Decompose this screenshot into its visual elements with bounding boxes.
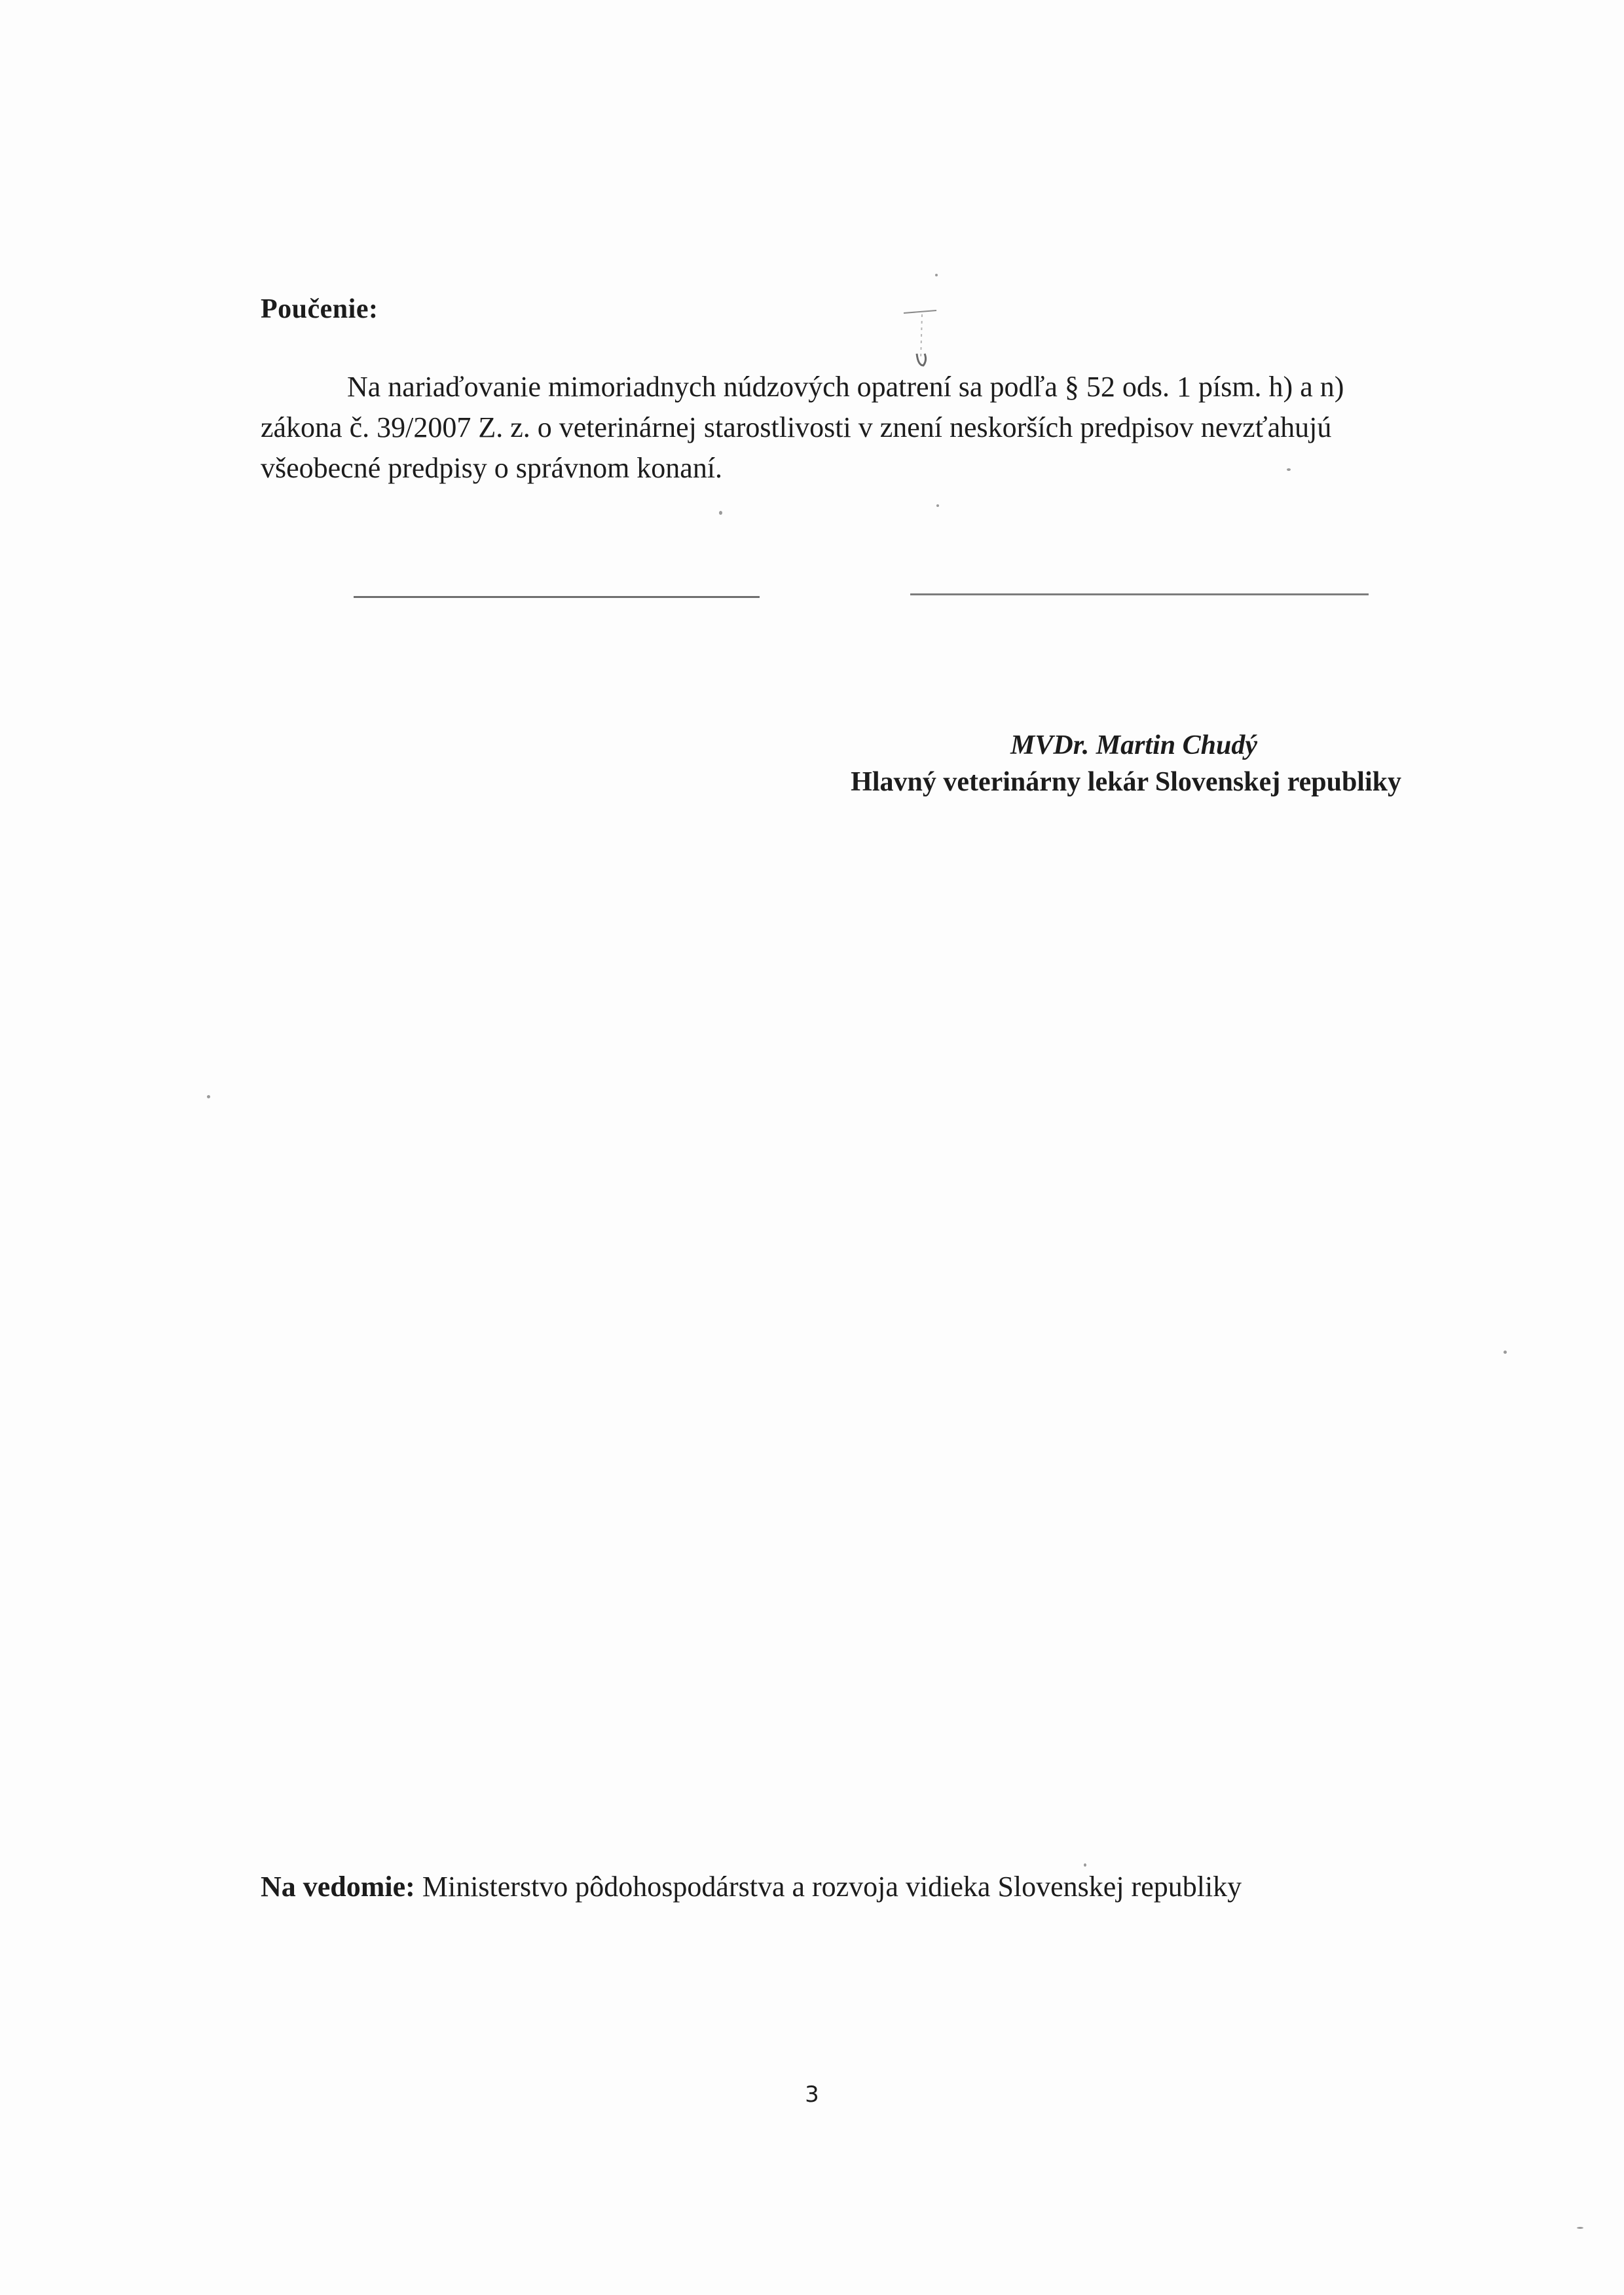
signatory-position: Hlavný veterinárny lekár Slovenskej republiky xyxy=(851,767,1401,797)
notice-label: Na vedomie: xyxy=(261,1871,415,1903)
paragraph-line: zákona č. 39/2007 Z. z. o veterinárnej starostlivosti v znení neskorších predpisov nevzťahujú xyxy=(261,411,1332,443)
section-heading: Poučenie: xyxy=(261,294,378,324)
scan-speck xyxy=(1577,2227,1583,2229)
scan-speck xyxy=(936,504,939,507)
notice-text: Ministerstvo pôdohospodárstva a rozvoja vidieka Slovenskej republiky xyxy=(422,1871,1242,1903)
paragraph-line: všeobecné predpisy o správnom konaní. xyxy=(261,452,723,484)
signatory-block xyxy=(786,727,1441,800)
page-number: 3 xyxy=(805,2081,819,2108)
signature-line-right xyxy=(910,593,1369,595)
scan-speck xyxy=(719,511,722,515)
scan-speck xyxy=(1084,1863,1086,1867)
notice-line xyxy=(261,1870,1242,1903)
signature-line-left xyxy=(354,596,760,598)
scan-speck xyxy=(1287,468,1291,471)
signatory-name: MVDr. Martin Chudý xyxy=(1010,730,1257,760)
scan-speck xyxy=(207,1095,210,1098)
scan-speck xyxy=(1504,1351,1507,1354)
instruction-paragraph xyxy=(261,367,1426,489)
paragraph-line: Na nariaďovanie mimoriadnych núdzových opatrení sa podľa § 52 ods. 1 písm. h) a n) xyxy=(347,371,1344,403)
